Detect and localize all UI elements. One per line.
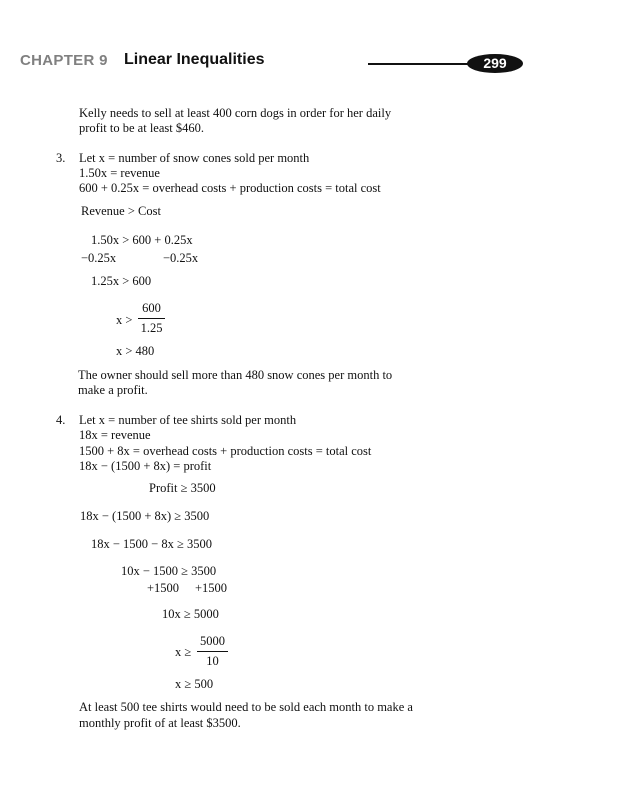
p3-step-inequality: 1.50x > 600 + 0.25x bbox=[91, 233, 193, 247]
p3-setup-line-1: Let x = number of snow cones sold per month bbox=[79, 151, 310, 165]
p3-fraction bbox=[138, 301, 165, 336]
p3-conclusion-line-1: The owner should sell more than 480 snow cones per month to bbox=[78, 368, 393, 382]
chapter-title: Linear Inequalities bbox=[124, 51, 265, 68]
p3-fraction-numerator: 600 bbox=[142, 301, 161, 315]
p4-fraction bbox=[197, 634, 228, 669]
p3-conclusion-line-2: make a profit. bbox=[78, 383, 148, 397]
p4-conclusion-line-2: monthly profit of at least $3500. bbox=[79, 716, 241, 730]
p4-step-profit: Profit ≥ 3500 bbox=[149, 481, 216, 495]
p3-step-revenue-cost: Revenue > Cost bbox=[81, 204, 161, 218]
p4-step-simplified: 10x ≥ 5000 bbox=[162, 607, 219, 621]
p4-step-add-left: +1500 bbox=[147, 581, 180, 595]
page-number: 299 bbox=[467, 54, 523, 73]
p3-step-simplified: 1.25x > 600 bbox=[91, 274, 152, 288]
p3-fraction-denominator: 1.25 bbox=[140, 321, 163, 335]
intro-line-1: Kelly needs to sell at least 400 corn dogs in order for her daily bbox=[79, 106, 392, 120]
p4-fraction-bar bbox=[197, 651, 228, 652]
p4-step-combined: 10x − 1500 ≥ 3500 bbox=[121, 564, 217, 578]
chapter-label: CHAPTER 9 bbox=[20, 52, 108, 69]
p4-step-add-right: +1500 bbox=[195, 581, 228, 595]
p4-step-divide-lhs: x ≥ bbox=[175, 645, 192, 659]
p3-setup-line-2: 1.50x = revenue bbox=[79, 166, 160, 180]
p4-setup-line-4: 18x − (1500 + 8x) = profit bbox=[79, 459, 212, 473]
p3-step-subtract-left: −0.25x bbox=[81, 251, 117, 265]
p3-setup-line-3: 600 + 0.25x = overhead costs + production costs = total cost bbox=[79, 181, 381, 195]
problem-3-number: 3. bbox=[56, 151, 66, 165]
p4-step-result: x ≥ 500 bbox=[175, 677, 214, 691]
p3-step-result: x > 480 bbox=[116, 344, 155, 358]
p3-step-divide-lhs: x > bbox=[116, 313, 133, 327]
p4-fraction-numerator: 5000 bbox=[200, 634, 225, 648]
p4-fraction-denominator: 10 bbox=[206, 654, 219, 668]
p4-conclusion-line-1: At least 500 tee shirts would need to be sold each month to make a bbox=[79, 700, 413, 714]
header-rule bbox=[368, 63, 480, 65]
p4-step-inequality: 18x − (1500 + 8x) ≥ 3500 bbox=[80, 509, 210, 523]
p3-fraction-bar bbox=[138, 318, 165, 319]
intro-line-2: profit to be at least $460. bbox=[79, 121, 204, 135]
p4-setup-line-1: Let x = number of tee shirts sold per month bbox=[79, 413, 297, 427]
p3-step-subtract-right: −0.25x bbox=[163, 251, 199, 265]
p4-setup-line-3: 1500 + 8x = overhead costs + production costs = total cost bbox=[79, 444, 372, 458]
p4-setup-line-2: 18x = revenue bbox=[79, 428, 151, 442]
problem-4-number: 4. bbox=[56, 413, 66, 427]
p4-step-expanded: 18x − 1500 − 8x ≥ 3500 bbox=[91, 537, 212, 551]
